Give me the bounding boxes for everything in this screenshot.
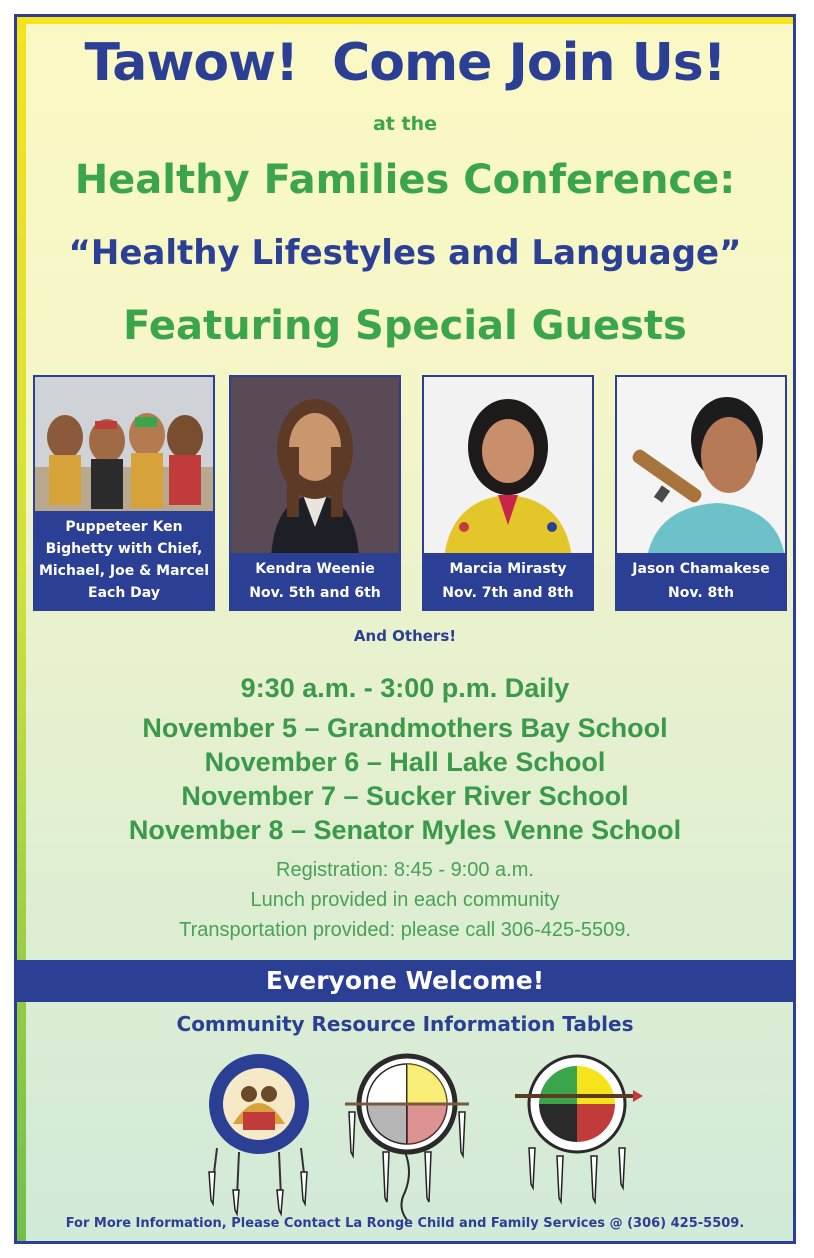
jason-photo — [617, 377, 785, 557]
schedule-item: November 8 – Senator Myles Venne School — [128, 815, 682, 845]
at-the-text: at the — [372, 113, 437, 135]
schedule-item: November 6 – Hall Lake School — [204, 747, 606, 777]
guest-card-puppeteer — [33, 375, 215, 611]
conference-name: Healthy Families Conference: — [74, 157, 736, 203]
guest-caption: Jason Chamakese Nov. 8th — [617, 553, 785, 609]
guest-caption: Marcia Mirasty Nov. 7th and 8th — [424, 553, 592, 609]
guest-caption: Puppeteer Ken Bighetty with Chief, Michael, Joe & Marcel Each Day — [35, 511, 213, 609]
health-services-logo-icon — [507, 1052, 647, 1217]
guest-card-marcia — [422, 375, 594, 611]
lunch-note: Lunch provided in each community — [250, 889, 560, 911]
daily-time: 9:30 a.m. - 3:00 p.m. Daily — [240, 673, 570, 703]
registration-note: Registration: 8:45 - 9:00 a.m. — [276, 859, 534, 881]
conference-theme: “Healthy Lifestyles and Language” — [68, 233, 742, 273]
schedule-list — [17, 711, 793, 847]
poster — [14, 14, 796, 1244]
schedule-item: November 7 – Sucker River School — [181, 781, 629, 811]
icfs-logo-icon — [193, 1052, 325, 1217]
and-others-text: And Others! — [353, 627, 457, 645]
featuring-heading: Featuring Special Guests — [123, 303, 687, 349]
transportation-note: Transportation provided: please call 306-425-5509. — [179, 919, 631, 941]
puppets-photo — [35, 377, 213, 517]
guest-card-kendra — [229, 375, 401, 611]
top-yellow-stripe — [17, 17, 793, 24]
medicine-wheel-logo-icon — [339, 1052, 475, 1222]
guest-card-jason — [615, 375, 787, 611]
marcia-photo — [424, 377, 592, 557]
poster-title: Tawow! Come Join Us! — [84, 33, 726, 93]
resource-tables-heading: Community Resource Information Tables — [176, 1012, 634, 1036]
kendra-photo — [231, 377, 399, 557]
everyone-welcome-banner: Everyone Welcome! — [17, 960, 793, 1002]
contact-footer: For More Information, Please Contact La Ronge Child and Family Services @ (306) 425-5509. — [65, 1216, 745, 1231]
guest-caption: Kendra Weenie Nov. 5th and 6th — [231, 553, 399, 609]
event-notes — [17, 855, 793, 945]
schedule-item: November 5 – Grandmothers Bay School — [142, 713, 668, 743]
